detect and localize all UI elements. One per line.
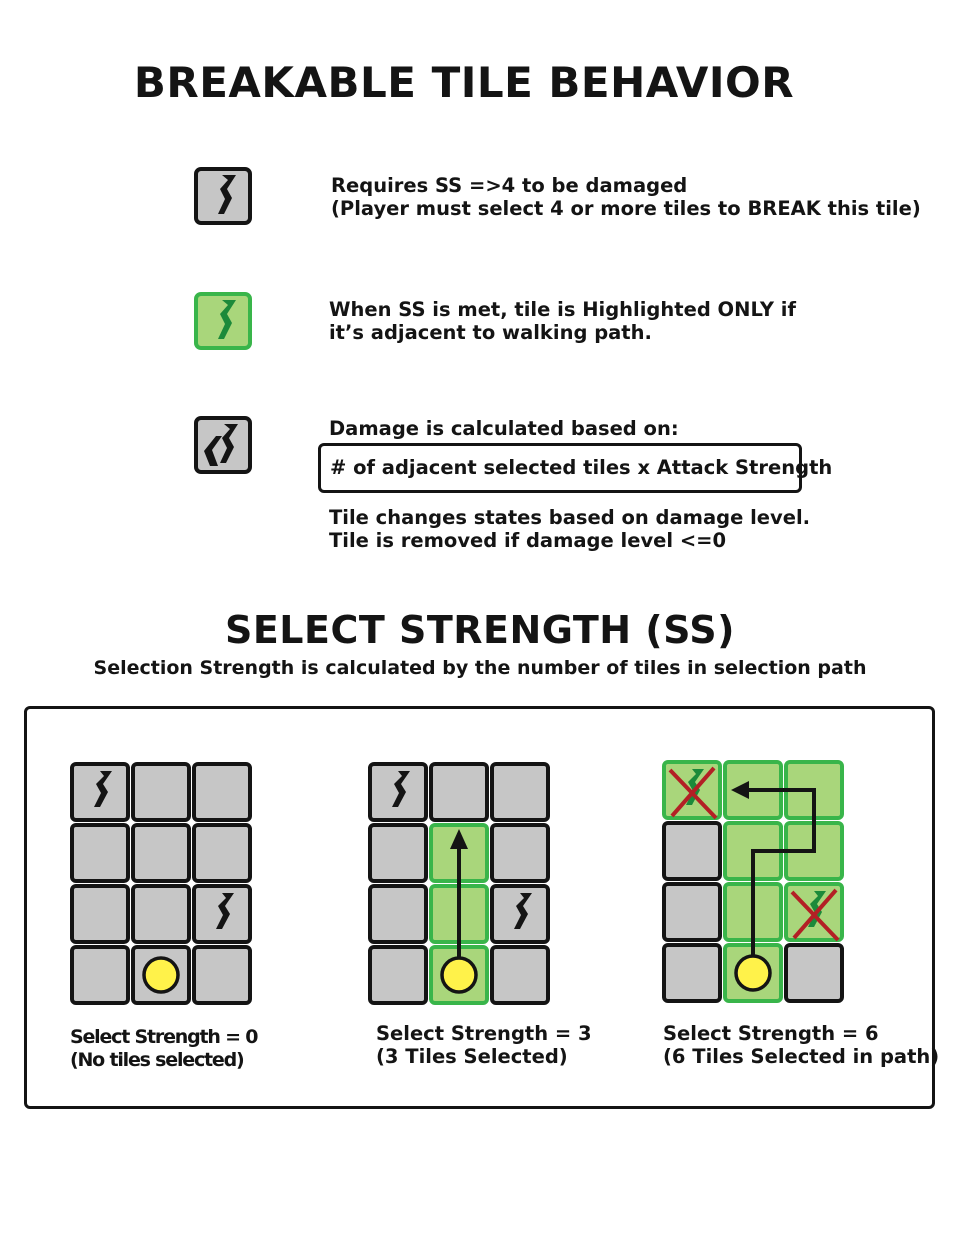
example-grid-1 (366, 760, 554, 1008)
tile-r1-c2[interactable] (492, 825, 548, 881)
tile-r0-c0[interactable] (664, 762, 720, 818)
tile-r0-c0[interactable] (72, 764, 128, 820)
tile-r0-c0[interactable] (370, 764, 426, 820)
row-3-line-1: Tile changes states based on damage level. (329, 506, 811, 529)
select-strength-subtitle: Selection Strength is calculated by the number of tiles in selection path (93, 657, 867, 679)
tile-r0-c2[interactable] (194, 764, 250, 820)
row-2-line-2: it’s adjacent to walking path. (329, 321, 652, 344)
example-grid-2 (660, 758, 848, 1006)
example-1-caption-line-2: (3 Tiles Selected) (376, 1045, 568, 1068)
damage-heading: Damage is calculated based on: (329, 417, 679, 440)
damaged-breakable-tile-icon (194, 416, 252, 474)
row-1-description (331, 174, 921, 220)
example-1-caption-line-1: Select Strength = 3 (376, 1022, 592, 1045)
example-2-caption-line-2: (6 Tiles Selected in path) (663, 1045, 940, 1068)
tile-r2-c2[interactable] (786, 884, 842, 940)
highlighted-breakable-tile-icon (194, 292, 252, 350)
damage-formula-box: # of adjacent selected tiles x Attack Strength (318, 443, 802, 493)
example-0-caption-line-1: Select Strength = 0 (70, 1026, 258, 1048)
tile-r3-c2[interactable] (786, 945, 842, 1001)
tile-r0-c1[interactable] (431, 764, 487, 820)
example-2-caption-line-1: Select Strength = 6 (663, 1022, 879, 1045)
row-2-line-1: When SS is met, tile is Highlighted ONLY if (329, 298, 796, 321)
example-0-caption-line-2: (No tiles selected) (70, 1049, 244, 1071)
example-1-caption (376, 1022, 592, 1068)
tile-r0-c1[interactable] (133, 764, 189, 820)
row-1-line-2: (Player must select 4 or more tiles to BREAK this tile) (331, 197, 921, 220)
tile-r3-c0[interactable] (72, 947, 128, 1003)
player-token (736, 956, 770, 990)
row-1-line-1: Requires SS =>4 to be damaged (331, 174, 688, 197)
row-3-line-2: Tile is removed if damage level <=0 (329, 529, 727, 552)
tile-r3-c2[interactable] (492, 947, 548, 1003)
tile-r3-c0[interactable] (370, 947, 426, 1003)
tile-r2-c0[interactable] (370, 886, 426, 942)
tile-r3-c0[interactable] (664, 945, 720, 1001)
tile-r2-c0[interactable] (664, 884, 720, 940)
row-3-description (329, 506, 810, 552)
player-token (144, 958, 178, 992)
tile-r2-c0[interactable] (72, 886, 128, 942)
tile-r2-c2[interactable] (194, 886, 250, 942)
example-grid-0 (68, 760, 256, 1008)
row-2-description (329, 298, 796, 344)
tile-r0-c2[interactable] (492, 764, 548, 820)
tile-r1-c1[interactable] (133, 825, 189, 881)
tile-r2-c1[interactable] (133, 886, 189, 942)
tile-r1-c2[interactable] (194, 825, 250, 881)
example-0-caption (70, 1026, 257, 1072)
breakable-tile-icon (194, 167, 252, 225)
tile-r1-c0[interactable] (370, 825, 426, 881)
tile-r1-c0[interactable] (664, 823, 720, 879)
player-token (442, 958, 476, 992)
tile-r1-c0[interactable] (72, 825, 128, 881)
tile-r3-c2[interactable] (194, 947, 250, 1003)
example-2-caption (663, 1022, 939, 1068)
select-strength-title: SELECT STRENGTH (SS) (224, 608, 736, 652)
tile-r2-c2[interactable] (492, 886, 548, 942)
breakable-tile-behavior-title: BREAKABLE TILE BEHAVIOR (133, 58, 795, 107)
